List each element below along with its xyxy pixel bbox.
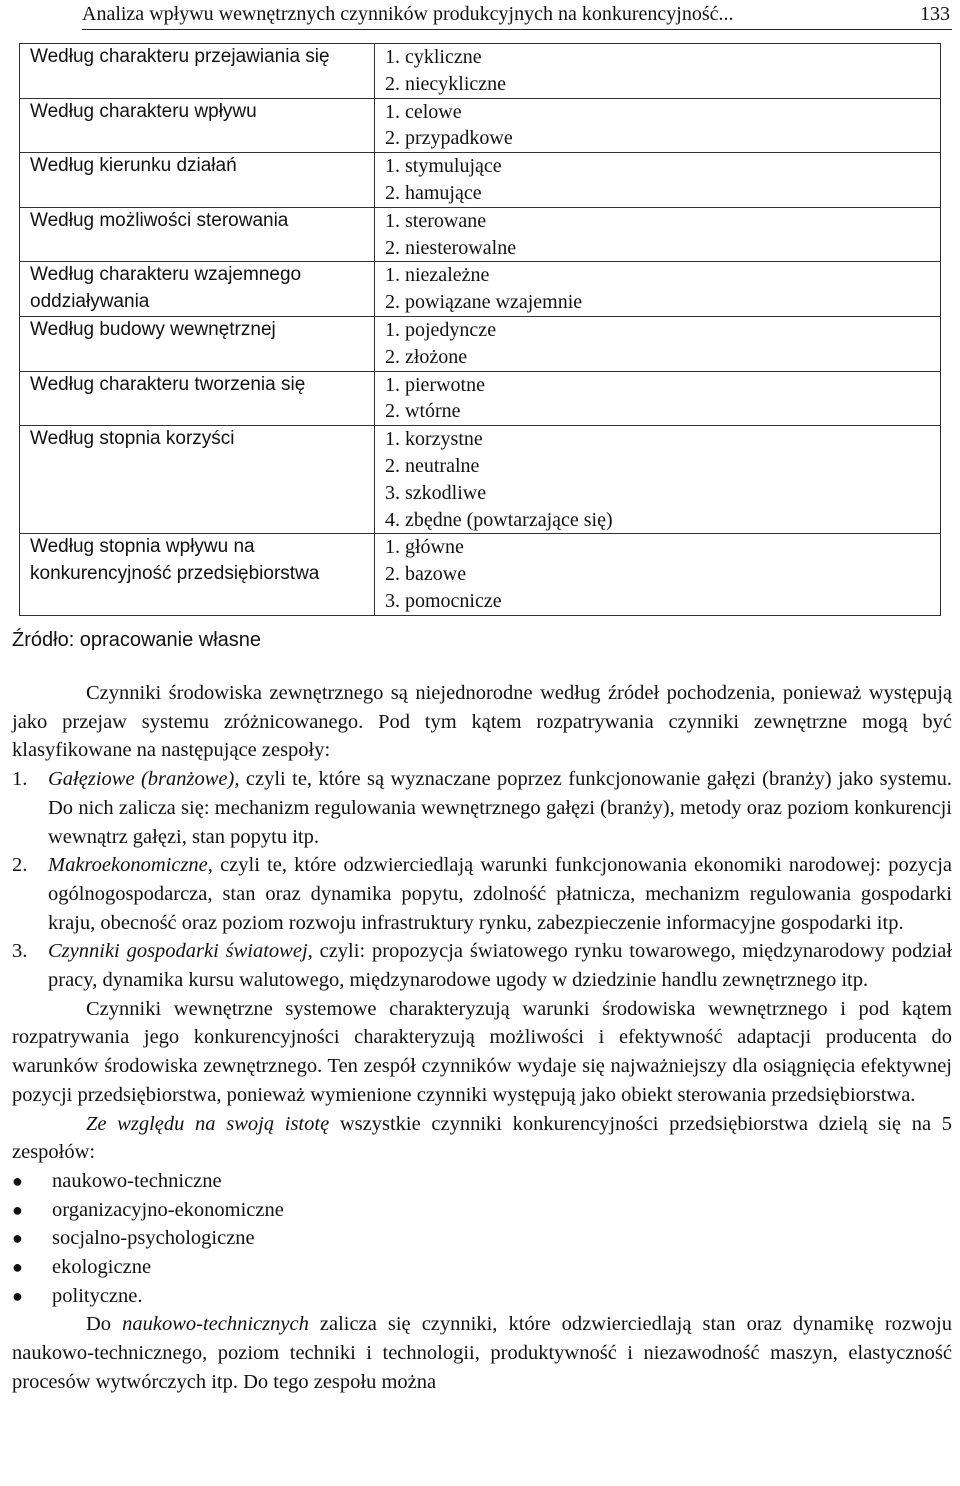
criterion-text: Według charakteru wpływu: [30, 100, 257, 122]
header-title: Analiza wpływu wewnętrznych czynników produkcyjnych na konkurencyjność...: [82, 3, 734, 25]
list-item-label: socjalno-psychologiczne: [52, 1227, 255, 1250]
list-item: [12, 1167, 952, 1196]
option-text: 1. stymulujące: [385, 155, 502, 178]
page-number: 133: [920, 3, 950, 25]
option-text: 1. główne: [385, 536, 464, 559]
options-cell: [375, 207, 941, 262]
criterion-cell: [20, 371, 375, 426]
option-text: 2. neutralne: [385, 454, 480, 477]
criterion-text: Według możliwości sterowania: [30, 209, 289, 231]
paragraph-text: Do: [86, 1313, 123, 1336]
criterion-text: Według budowy wewnętrznej: [30, 318, 276, 340]
list-item: [12, 1282, 952, 1311]
item-description: czyli te, które są wyznaczane poprzez funkcjonowanie gałęzi (branży) jako systemu. Do nich zalicza się: mechanizm regulowania wewnętrznego gałęzi (branży), metody oraz poziom konkurencji wewnątrz gałęzi, stan popytu itp.: [48, 768, 952, 848]
item-number: 1.: [12, 768, 28, 791]
criterion-cell: [20, 98, 375, 153]
criterion-cell: [20, 207, 375, 262]
list-item: [12, 1196, 952, 1225]
paragraph-external-factors: Czynniki środowiska zewnętrznego są niejednorodne według źródeł pochodzenia, ponieważ występują jako przejaw systemu zróżnicowanego. Pod tym kątem rozpatrywania czynniki zewnętrzne mogą być klasyfikowane na następujące zespoły:: [12, 682, 952, 762]
option-text: 1. pierwotne: [385, 373, 485, 396]
bullet-icon: ●: [12, 1228, 23, 1249]
list-item-1: [12, 765, 952, 851]
classification-table: [19, 43, 941, 616]
option-text: 2. powiązane wzajemnie: [385, 291, 583, 314]
list-item-label: ekologiczne: [52, 1256, 152, 1279]
list-item-3: [12, 937, 952, 994]
options-cell: [375, 534, 941, 615]
bullet-icon: ●: [12, 1170, 23, 1191]
criterion-text: Według kierunku działań: [30, 155, 237, 177]
option-text: 3. pomocnicze: [385, 589, 502, 612]
list-item: [12, 1224, 952, 1253]
option-text: 1. cykliczne: [385, 46, 482, 68]
table-row: [20, 262, 941, 317]
paragraph-internal-factors: Czynniki wewnętrzne systemowe charakteryzują warunki środowiska wewnętrznego i pod kątem rozpatrywania jego konkurencyjności charakteryzują możliwości i efektywność adaptacji producenta do warunków środowiska zewnętrznego. Ten zespół czynników wydaje się najważniejszy dla osiągnięcia efektywnej pozycji przedsiębiorstwa, ponieważ wymienione czynniki występują jako obiekt sterowania przedsiębiorstwa.: [12, 997, 952, 1106]
table-row: [20, 371, 941, 426]
options-cell: [375, 262, 941, 317]
option-text: 2. złożone: [385, 345, 468, 368]
table-row: [20, 98, 941, 153]
option-text: 2. wtórne: [385, 400, 461, 423]
body-text: [12, 679, 952, 1397]
option-text: 1. niezależne: [385, 264, 490, 287]
option-text: 4. zbędne (powtarzające się): [385, 508, 613, 531]
list-item-2: [12, 851, 952, 937]
option-text: 1. sterowane: [385, 209, 487, 232]
option-text: 2. niesterowalne: [385, 236, 517, 259]
emphasis-phrase: Ze względu na swoją istotę: [86, 1112, 330, 1135]
running-header: [82, 0, 952, 28]
options-cell: [375, 371, 941, 426]
groups-list: [12, 1167, 952, 1311]
criterion-cell: [20, 534, 375, 615]
item-description: czyli te, które odzwierciedlają warunki funkcjonowania ekonomiki narodowej: pozycja ogólnogospodarcza, stan oraz dynamika popytu, zdolność płatnicza, mechanizm regulowania gospodarki kraju, obecność oraz poziom rozwoju infrastruktury rynku, zabezpieczenie informacyjne gospodarki itp.: [48, 854, 952, 934]
criterion-text: Według stopnia wpływu na: [30, 536, 255, 558]
criterion-text: Według charakteru przejawiania się: [30, 46, 330, 67]
option-text: 1. korzystne: [385, 428, 483, 451]
criterion-text: Według charakteru tworzenia się: [30, 373, 306, 395]
criterion-cell: [20, 426, 375, 534]
table-row: [20, 426, 941, 534]
paragraph-text: zalicza się czynniki, które odzwierciedlają stan oraz dynamikę rozwoju naukowo-technicznego, poziom techniki i technologii, produktywność i niezawodność maszyn, elastyczność procesów wytwórczych itp. Do tego zespołu można: [12, 1313, 952, 1393]
criterion-text: Według charakteru wzajemnego: [30, 264, 302, 286]
paragraph-five-groups: [12, 1110, 952, 1167]
table-row: [20, 44, 941, 99]
criterion-cell: [20, 44, 375, 99]
item-term: Czynniki gospodarki światowej,: [48, 940, 313, 963]
list-item-label: polityczne.: [52, 1284, 143, 1307]
item-text: [48, 851, 952, 937]
criterion-cell: [20, 316, 375, 371]
criterion-text: oddziaływania: [30, 291, 150, 313]
bullet-icon: ●: [12, 1199, 23, 1220]
list-item: [12, 1253, 952, 1282]
item-number: 3.: [12, 940, 28, 963]
paragraph-technical: [12, 1310, 952, 1396]
item-description: czyli: propozycja światowego rynku towarowego, międzynarodowy podział pracy, dynamika kursu walutowego, międzynarodowe ugody w dziedzinie handlu zewnętrznego itp.: [48, 940, 953, 992]
item-text: [48, 937, 952, 994]
criterion-text: Według stopnia korzyści: [30, 428, 235, 450]
list-item-label: organizacyjno-ekonomiczne: [52, 1198, 284, 1221]
option-text: 1. celowe: [385, 100, 462, 123]
item-number: 2.: [12, 854, 28, 877]
options-cell: [375, 98, 941, 153]
table-row: [20, 316, 941, 371]
emphasis-phrase: naukowo-technicznych: [122, 1313, 309, 1336]
option-text: 2. bazowe: [385, 563, 467, 586]
table-row: [20, 153, 941, 208]
header-rule: [82, 29, 952, 30]
item-term: Makroekonomiczne,: [48, 854, 213, 877]
options-cell: [375, 44, 941, 99]
option-text: 3. szkodliwe: [385, 481, 487, 504]
paragraph-text: wszystkie czynniki konkurencyjności przedsiębiorstwa dzielą się na 5 zespołów:: [12, 1112, 952, 1164]
bullet-icon: ●: [12, 1257, 23, 1278]
options-cell: [375, 426, 941, 534]
options-cell: [375, 316, 941, 371]
option-text: 2. hamujące: [385, 181, 482, 204]
item-text: [48, 765, 952, 851]
criterion-text: konkurencyjność przedsiębiorstwa: [30, 563, 320, 585]
option-text: 2. przypadkowe: [385, 127, 513, 150]
option-text: 1. pojedyncze: [385, 318, 497, 341]
criterion-cell: [20, 153, 375, 208]
table-source: Źródło: opracowanie własne: [12, 629, 262, 651]
list-item-label: naukowo-techniczne: [52, 1169, 222, 1192]
table-row: [20, 534, 941, 615]
bullet-icon: ●: [12, 1285, 23, 1306]
options-cell: [375, 153, 941, 208]
table-row: [20, 207, 941, 262]
option-text: 2. niecykliczne: [385, 72, 507, 95]
item-term: Gałęziowe (branżowe),: [48, 768, 240, 791]
criterion-cell: [20, 262, 375, 317]
